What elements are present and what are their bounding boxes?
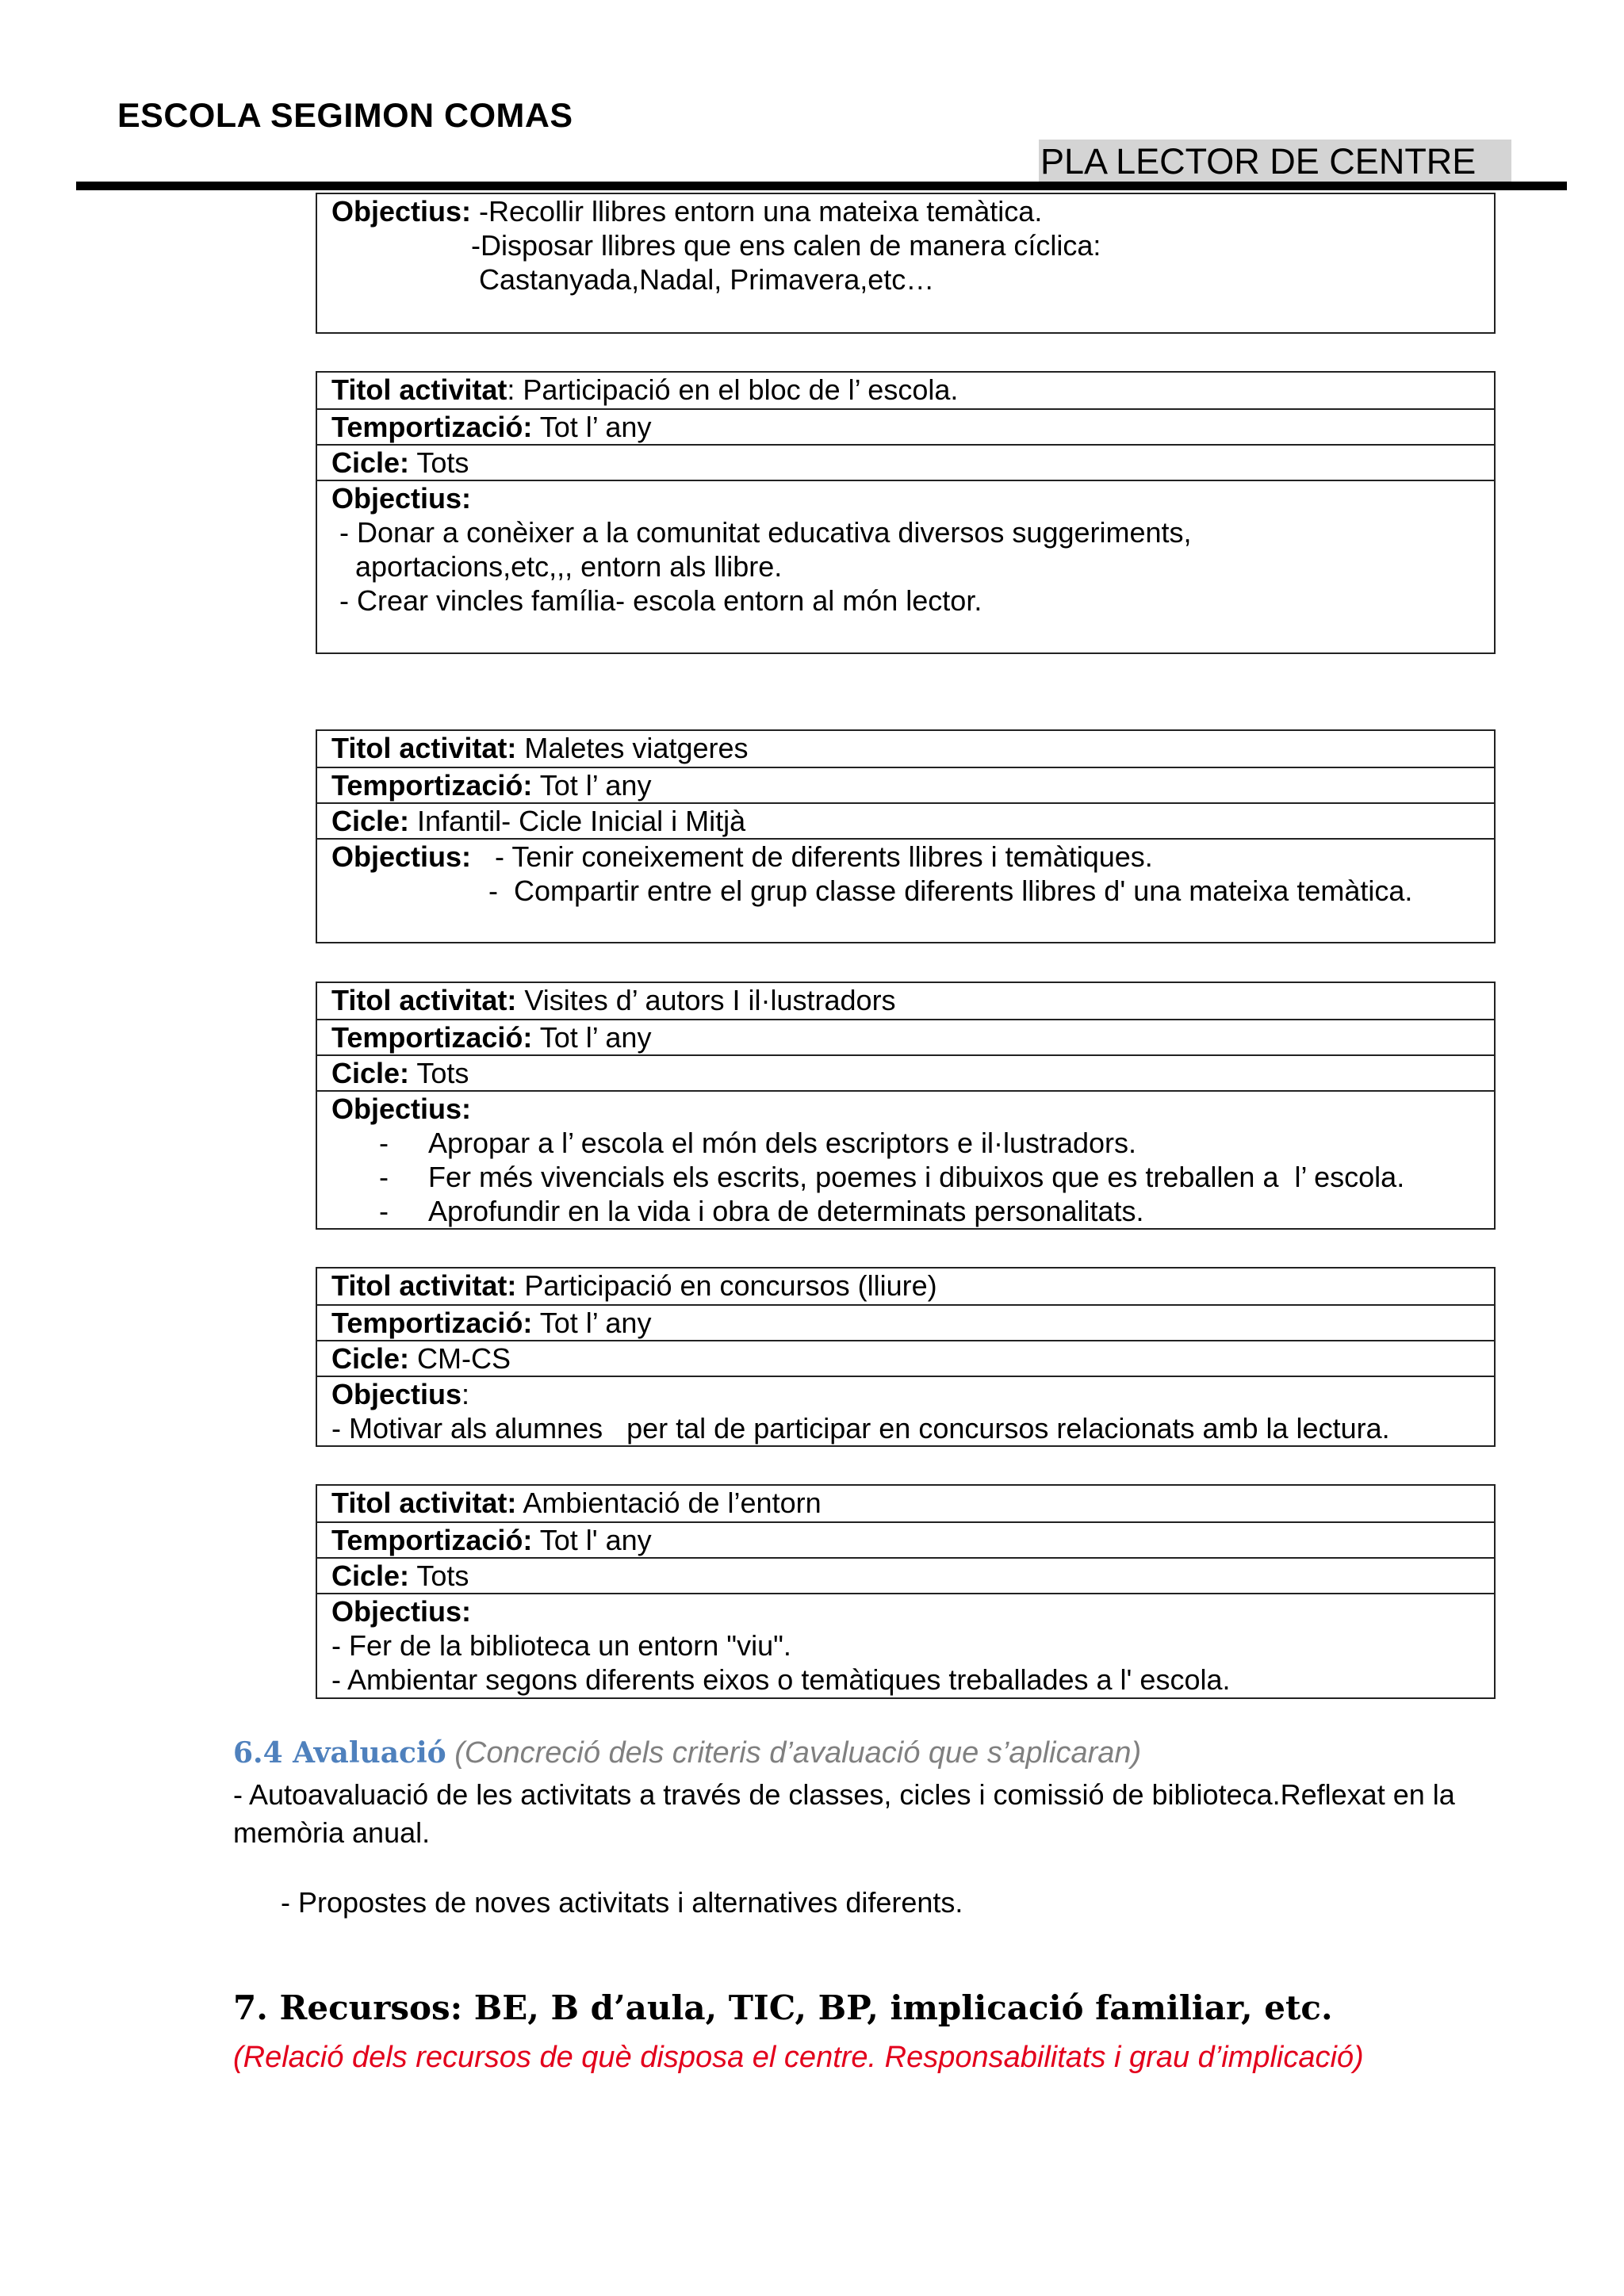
cycle-label: Cicle: — [331, 1342, 410, 1375]
objective-text: Castanyada,Nadal, Primavera,etc… — [479, 263, 935, 296]
document-title: PLA LECTOR DE CENTRE — [1039, 140, 1511, 184]
section-7-heading: 7. Recursos: BE, B d’aula, TIC, BP, implicació familiar, etc. — [233, 1988, 1333, 2027]
evaluation-paragraph: - Propostes de noves activitats i alternatives diferents. — [281, 1886, 963, 1919]
section-7-note: (Relació dels recursos de què disposa el centre. Responsabilitats i grau d’implicació) — [233, 2041, 1364, 2074]
title-value: Visites d’ autors I il·lustradors — [516, 984, 896, 1016]
objective-text: Fer més vivencials els escrits, poemes i dibuixos que es treballen a l’ escola. — [428, 1161, 1405, 1193]
schedule-value: Tot l’ any — [532, 769, 652, 802]
objectives-label: Objectius: — [331, 195, 472, 228]
schedule-label: Temportizació: — [331, 1524, 533, 1556]
title-label: Titol activitat: — [331, 732, 517, 764]
objective-text: - Crear vincles família- escola entorn al món lector. — [331, 584, 982, 617]
objective-text: Apropar a l’ escola el món dels escriptors e il·lustradors. — [428, 1127, 1137, 1159]
activity-box-maletes — [316, 729, 1496, 943]
objectives-label: Objectius: — [331, 840, 472, 873]
objective-text: - Ambientar segons diferents eixos o temàtiques treballades a l' escola. — [331, 1663, 1231, 1696]
schedule-label: Temportizació: — [331, 1307, 533, 1339]
objective-text: - Compartir entre el grup classe diferents llibres d' una mateixa temàtica. — [488, 874, 1413, 907]
cycle-value: CM-CS — [409, 1342, 511, 1375]
schedule-label: Temportizació: — [331, 769, 533, 802]
activity-box-visites — [316, 982, 1496, 1230]
objectives-colon: : — [462, 1378, 470, 1410]
objective-text: - Motivar als alumnes per tal de participar en concursos relacionats amb la lectura. — [331, 1412, 1390, 1445]
cycle-value: Tots — [409, 1559, 469, 1592]
cycle-label: Cicle: — [331, 805, 410, 837]
title-value: : Participació en el bloc de l’ escola. — [507, 373, 959, 406]
school-name: ESCOLA SEGIMON COMAS — [117, 97, 573, 135]
schedule-value: Tot l’ any — [532, 1021, 652, 1054]
schedule-label: Temportizació: — [331, 1021, 533, 1054]
cycle-value: Tots — [409, 1057, 469, 1089]
title-value: Participació en concursos (lliure) — [516, 1269, 937, 1302]
section-6-4-heading — [233, 1736, 1141, 1770]
header-rule — [76, 182, 1567, 190]
title-value: Ambientació de l’entorn — [516, 1487, 822, 1519]
title-label: Titol activitat: — [331, 1269, 517, 1302]
activity-box-concursos — [316, 1267, 1496, 1447]
activity-box-ambientacio — [316, 1484, 1496, 1699]
section-note: (Concreció dels criteris d’avaluació que s’aplicaran) — [454, 1736, 1142, 1770]
activity-box-bloc — [316, 371, 1496, 654]
bullet-dash: - — [379, 1127, 389, 1159]
schedule-value: Tot l’ any — [532, 411, 652, 443]
cycle-value: Tots — [409, 446, 469, 479]
objective-text: - Fer de la biblioteca un entorn "viu". — [331, 1629, 791, 1662]
objective-text: - Tenir coneixement de diferents llibres i temàtiques. — [471, 840, 1153, 873]
bullet-dash: - — [379, 1161, 389, 1193]
objectives-label: Objectius — [331, 1378, 462, 1410]
objectives-label: Objectius: — [331, 482, 472, 515]
schedule-label: Temportizació: — [331, 411, 533, 443]
bullet-dash: - — [379, 1195, 389, 1227]
schedule-value: Tot l' any — [532, 1524, 652, 1556]
section-title: 6.4 Avaluació — [233, 1736, 446, 1770]
schedule-value: Tot l’ any — [532, 1307, 652, 1339]
title-label: Titol activitat — [331, 373, 508, 406]
title-value: Maletes viatgeres — [516, 732, 749, 764]
objective-text: - Donar a conèixer a la comunitat educativa diversos suggeriments, — [331, 516, 1192, 549]
objectives-label: Objectius: — [331, 1595, 472, 1628]
cycle-label: Cicle: — [331, 446, 410, 479]
cycle-label: Cicle: — [331, 1559, 410, 1592]
cycle-value: Infantil- Cicle Inicial i Mitjà — [409, 805, 746, 837]
cycle-label: Cicle: — [331, 1057, 410, 1089]
objective-text: -Disposar llibres que ens calen de manera cíclica: — [471, 229, 1101, 262]
title-label: Titol activitat: — [331, 1487, 517, 1519]
objectives-label: Objectius: — [331, 1093, 472, 1125]
objective-text: aportacions,etc,,, entorn als llibre. — [331, 550, 783, 583]
activity-box-continuation — [316, 193, 1496, 334]
evaluation-paragraph: - Autoavaluació de les activitats a través de classes, cicles i comissió de biblioteca.Reflexat en la memòria anual. — [233, 1778, 1455, 1849]
objective-text: -Recollir llibres entorn una mateixa temàtica. — [471, 195, 1043, 228]
objective-text: Aprofundir en la vida i obra de determinats personalitats. — [428, 1195, 1144, 1227]
title-label: Titol activitat: — [331, 984, 517, 1016]
